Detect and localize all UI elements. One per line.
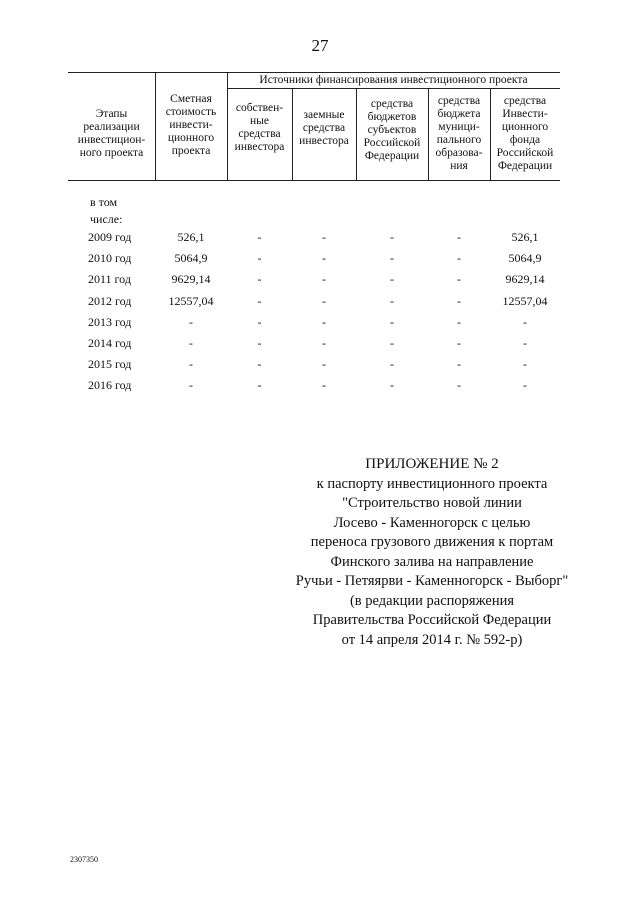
appendix-line: Правительства Российской Федерации (312, 612, 552, 628)
row-cell-fund: 526,1 (511, 230, 539, 244)
header-municipal-line: бюджета (437, 108, 481, 120)
row-cell-municipal: - (457, 230, 461, 244)
row-year: 2014 год (88, 336, 132, 350)
row-cell-cost: - (189, 336, 193, 350)
row-cell-own: - (257, 357, 262, 372)
row-cell-subjects: - (390, 293, 394, 308)
group-header (227, 72, 560, 88)
appendix-line: Ручьи - Петяярви - Каменногорск - Выборг" (295, 573, 569, 589)
header-stages (68, 88, 155, 180)
group-header-text: Источники финансирования инвестиционного проекта (259, 73, 528, 86)
row-cell-borrowed: - (322, 378, 326, 393)
header-own-line: инвестора (234, 141, 285, 153)
header-own-funds (227, 88, 292, 168)
header-cost-line: Сметная (170, 92, 212, 105)
header-municipal-line: средства (437, 95, 481, 107)
row-cell-cost: 526,1 (177, 230, 205, 244)
header-cost-line: ционного (167, 131, 215, 144)
row-year: 2011 год (88, 272, 131, 287)
row-cell-borrowed: - (322, 251, 326, 266)
row-cell-borrowed: - (322, 314, 326, 329)
row-cell-own: - (257, 251, 262, 266)
header-own-line: ные (250, 115, 269, 127)
appendix-line: от 14 апреля 2014 г. № 592-р) (341, 631, 523, 648)
row-year: 2012 год (88, 293, 132, 308)
document-code: 2307350 (70, 855, 98, 864)
row-year: 2016 год (88, 378, 132, 393)
row-cell-cost: - (189, 314, 193, 329)
header-fund-line: Инвести- (502, 108, 548, 120)
header-subjects-line: Российской (363, 136, 421, 149)
row-cell-subjects: - (390, 336, 394, 350)
row-year: 2013 год (88, 314, 132, 329)
row-cell-municipal: - (457, 293, 461, 308)
header-borrowed-line: заемные (303, 108, 345, 121)
row-cell-municipal: - (457, 378, 461, 393)
header-fund-line: Российской (496, 147, 554, 159)
header-fund-line: Федерации (497, 160, 553, 172)
header-fund-line: средства (503, 95, 547, 107)
row-cell-municipal: - (457, 336, 461, 350)
header-subjects-line: бюджетов (367, 110, 417, 123)
header-subjects-line: Федерации (364, 149, 420, 162)
row-cell-municipal: - (457, 272, 461, 287)
header-cost-line: инвести- (169, 118, 213, 131)
subheader-line: в том (90, 195, 118, 209)
row-cell-borrowed: - (322, 357, 326, 372)
row-cell-own: - (257, 314, 262, 329)
row-cell-fund: - (523, 314, 527, 329)
row-cell-own: - (257, 336, 262, 350)
header-municipal-budget (428, 88, 490, 180)
appendix-block (282, 455, 582, 650)
header-stages-line: ного проекта (79, 147, 144, 159)
row-cell-subjects: - (390, 251, 394, 266)
row-cell-own: - (257, 378, 262, 393)
header-bottom-border (68, 180, 560, 181)
row-year: 2015 год (88, 357, 132, 372)
header-stages-line: инвестицион- (77, 134, 146, 146)
row-cell-own: - (257, 272, 262, 287)
header-own-line: собствен- (235, 102, 284, 114)
header-stages-line: реализации (83, 121, 140, 133)
row-cell-subjects: - (390, 272, 394, 287)
row-year: 2010 год (88, 251, 132, 266)
header-fund-line: ционного (501, 121, 549, 133)
row-cell-fund: 12557,04 (502, 293, 548, 308)
row-cell-cost: 9629,14 (171, 272, 211, 287)
header-subjects-line: субъектов (367, 123, 417, 136)
row-cell-subjects: - (390, 314, 394, 329)
row-cell-cost: 5064,9 (174, 251, 208, 266)
header-subjects-line: средства (370, 97, 414, 110)
appendix-line: переноса грузового движения к портам (310, 534, 554, 550)
row-cell-fund: 5064,9 (508, 251, 542, 266)
row-cell-own: - (257, 293, 262, 308)
row-cell-own: - (257, 230, 262, 244)
row-cell-municipal: - (457, 251, 461, 266)
header-municipal-line: образова- (435, 147, 483, 159)
row-cell-fund: - (523, 357, 527, 372)
row-cell-subjects: - (390, 378, 394, 393)
header-borrowed-line: инвестора (299, 134, 349, 147)
appendix-line: Лосево - Каменногорск с целью (333, 514, 531, 531)
header-cost-line: стоимость (165, 105, 217, 118)
row-cell-cost: 12557,04 (168, 293, 214, 308)
header-cost-line: проекта (171, 144, 211, 157)
appendix-line: к паспорту инвестиционного проекта (316, 475, 548, 492)
row-cell-municipal: - (457, 357, 461, 372)
row-cell-fund: - (523, 336, 527, 350)
row-cell-cost: - (189, 357, 193, 372)
row-cell-borrowed: - (322, 230, 326, 244)
header-borrowed-funds (292, 88, 356, 168)
row-cell-fund: 9629,14 (505, 272, 545, 287)
row-cell-municipal: - (457, 314, 461, 329)
row-cell-cost: - (189, 378, 193, 393)
row-cell-borrowed: - (322, 336, 326, 350)
page-number: 27 (311, 36, 329, 55)
header-stages-line: Этапы (95, 108, 128, 120)
appendix-line: "Строительство новой линии (342, 495, 522, 511)
appendix-line: (в редакции распоряжения (349, 592, 515, 609)
appendix-title: ПРИЛОЖЕНИЕ № 2 (365, 456, 499, 472)
header-investment-fund (490, 88, 560, 180)
row-cell-borrowed: - (322, 293, 326, 308)
row-cell-subjects: - (390, 357, 394, 372)
header-subject-budgets (356, 88, 428, 172)
header-municipal-line: пального (436, 134, 482, 146)
row-year: 2009 год (88, 230, 132, 244)
header-municipal-line: ния (450, 160, 468, 172)
header-fund-line: фонда (509, 134, 541, 146)
header-borrowed-line: средства (302, 121, 346, 134)
row-cell-fund: - (523, 378, 527, 393)
row-cell-subjects: - (390, 230, 394, 244)
header-own-line: средства (238, 128, 281, 140)
subheader-including (90, 194, 122, 228)
header-municipal-line: муници- (438, 121, 480, 133)
row-cell-borrowed: - (322, 272, 326, 287)
header-cost (155, 80, 227, 170)
subheader-line: числе: (90, 212, 123, 226)
appendix-line: Финского залива на направление (330, 553, 534, 570)
